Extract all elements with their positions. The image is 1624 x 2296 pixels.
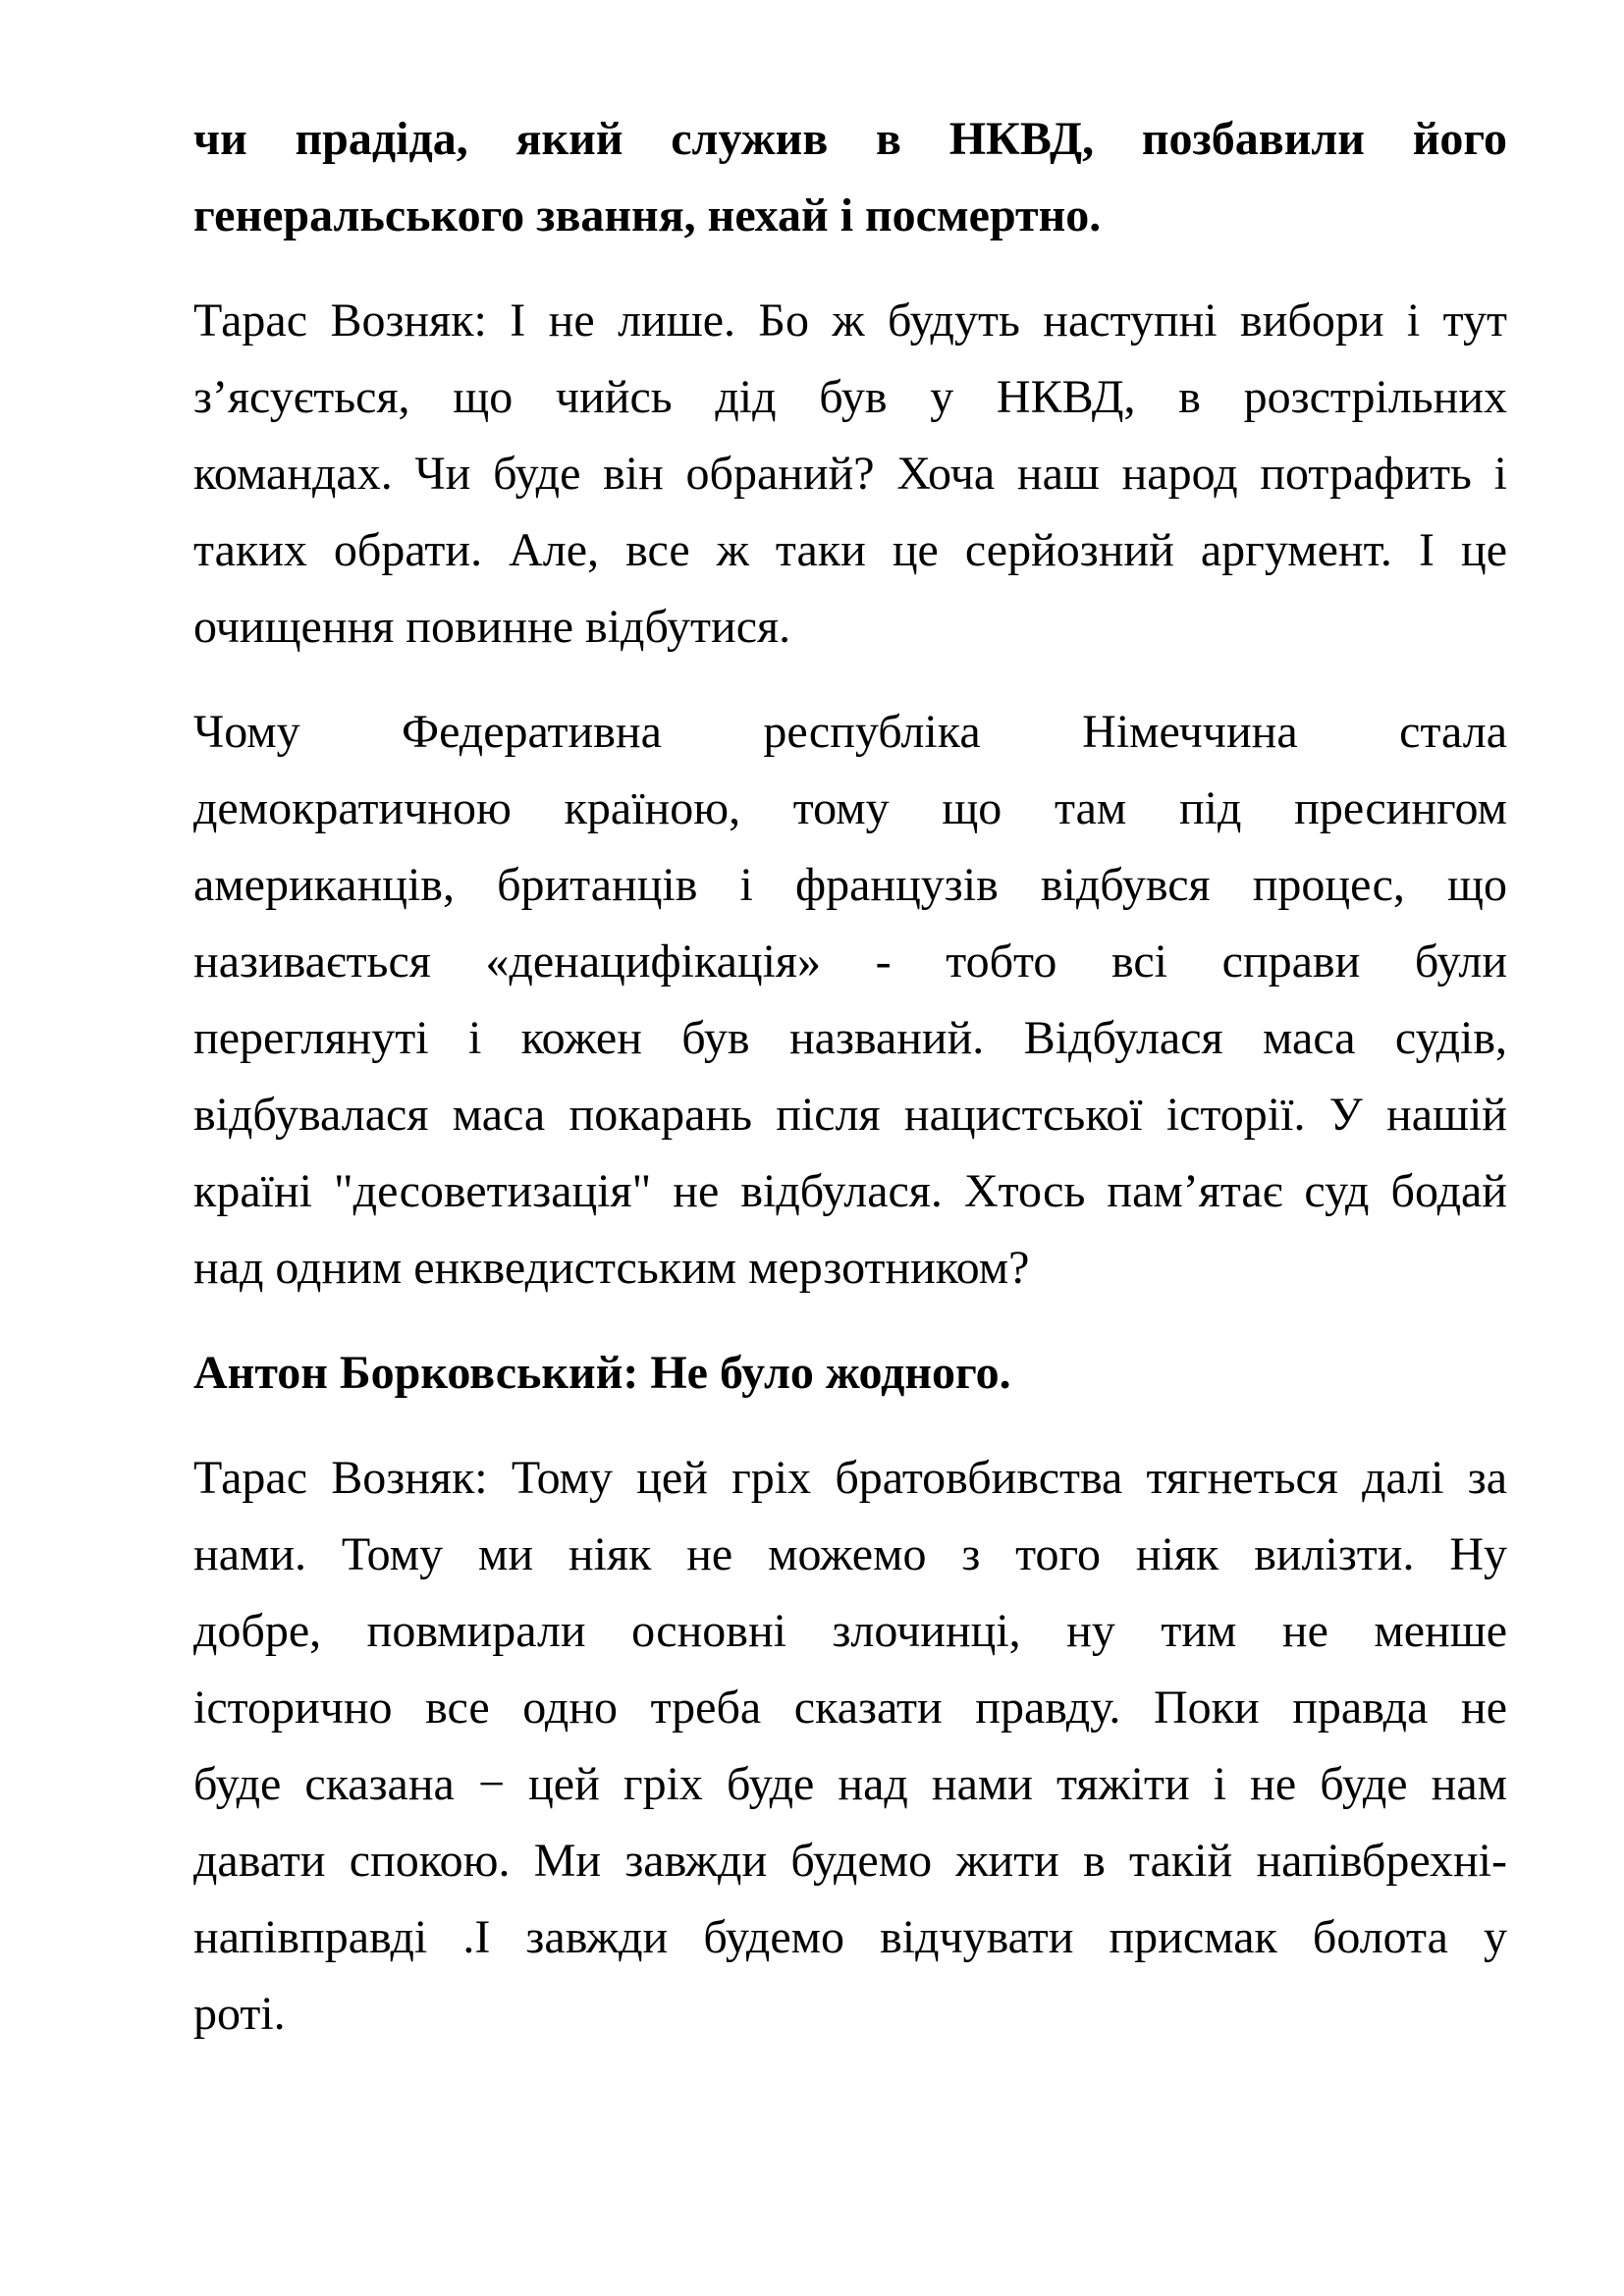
text-line: над одним енкведистським мерзотником?	[193, 1242, 1030, 1294]
text-line: очищення повинне відбутися.	[193, 601, 791, 653]
text-line: Тарас Возняк: І не лише. Бо ж будуть наступні вибори і тут	[193, 294, 1507, 347]
text-line: добре, повмирали основні злочинці, ну тим не менше	[193, 1605, 1507, 1657]
text-line: давати спокою. Ми завжди будемо жити в такій напівбрехні-	[193, 1835, 1507, 1887]
text-column	[193, 101, 1507, 2081]
paragraph-question-continuation	[193, 101, 1507, 254]
text-line: Чому Федеративна республіка Німеччина стала	[193, 706, 1507, 758]
text-line: американців, британців і французів відбувся процес, що	[193, 859, 1507, 911]
text-line: таких обрати. Але, все ж таки це серйозний аргумент. І це	[193, 524, 1507, 576]
text-line: історично все одно треба сказати правду. Поки правда не	[193, 1682, 1507, 1734]
text-line: країні "десоветизація" не відбулася. Хтось пам’ятає суд бодай	[193, 1165, 1507, 1217]
text-line: з’ясується, що чийсь дід був у НКВД, в розстрільних	[193, 371, 1507, 423]
text-line: Тарас Возняк: Тому цей гріх братовбивства тягнеться далі за	[193, 1452, 1507, 1504]
text-line: генеральського звання, нехай і посмертно.	[193, 189, 1102, 241]
paragraph-borkovskyi-reply	[193, 1335, 1507, 1412]
text-line: буде сказана − цей гріх буде над нами тяжіти і не буде нам	[193, 1758, 1507, 1810]
text-line: демократичною країною, тому що там під пресингом	[193, 782, 1507, 834]
text-line: називається «денацифікація» - тобто всі справи були	[193, 935, 1507, 988]
paragraph-germany-denazification	[193, 694, 1507, 1307]
text-line: відбувалася маса покарань після нацистської історії. У нашій	[193, 1089, 1507, 1141]
text-line: переглянуті і кожен був названий. Відбулася маса судів,	[193, 1012, 1507, 1064]
paragraph-vozniak-reply-1	[193, 283, 1507, 666]
text-line: Антон Борковський: Не було жодного.	[193, 1347, 1011, 1399]
text-line: чи прадіда, який служив в НКВД, позбавили його	[193, 113, 1507, 165]
paragraph-vozniak-reply-2	[193, 1440, 1507, 2053]
text-line: нами. Тому ми ніяк не можемо з того ніяк вилізти. Ну	[193, 1528, 1507, 1580]
text-line: напівправді .І завжди будемо відчувати присмак болота у	[193, 1911, 1507, 1963]
text-line: командах. Чи буде він обраний? Хоча наш народ потрафить і	[193, 448, 1507, 500]
text-line: роті.	[193, 1988, 286, 2040]
